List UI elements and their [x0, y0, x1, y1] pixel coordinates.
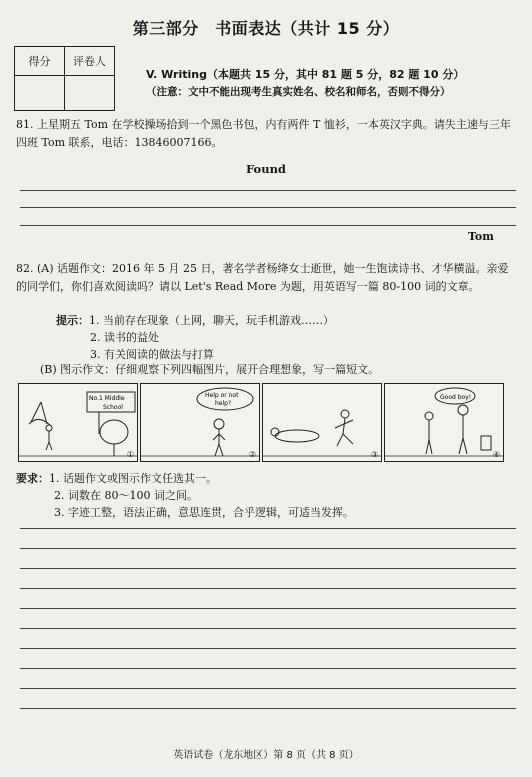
answer-line: [20, 207, 516, 208]
score-table: [14, 46, 115, 111]
answer-line: [20, 648, 516, 649]
section-note: （注意：文中不能出现考生真实姓名、校名和师名，否则不得分）: [146, 86, 451, 98]
part-title: 第三部分 书面表达（共计 15 分）: [132, 19, 400, 38]
picture-panel-4: [384, 383, 504, 462]
school-scene-illustration: [19, 384, 137, 461]
panel-number: ②: [248, 450, 256, 459]
answer-line: [20, 668, 516, 669]
answer-line: [20, 528, 516, 529]
panel-number: ④: [492, 450, 500, 459]
question-82: 82. (A) 话题作文：2016 年 5 月 25 日，著名学者杨绛女士逝世，她一生饱读诗书、才华横溢。亲爱的同学们，你们喜欢阅读吗？请以 Let's Read More 为题，用英语写一篇 80-100 词的文章。: [16, 262, 509, 293]
score-label: 得分: [15, 47, 65, 76]
panel-number: ①: [126, 450, 134, 459]
panel-number: ③: [370, 450, 378, 459]
speech-bubble-text: Good boy!: [440, 394, 472, 401]
answer-line: [20, 608, 516, 609]
hint-item: 3. 有关阅读的做法与打算: [90, 348, 214, 361]
question-81: 81. 上星期五 Tom 在学校操场拾到一个黑色书包，内有两件 T 恤衫，一本英汉字典。请失主速与三年四班 Tom 联系，电话：13846007166。: [16, 118, 511, 149]
picture-panel-1: [18, 383, 138, 462]
notice-title: Found: [246, 162, 286, 176]
answer-line: [20, 548, 516, 549]
score-cell[interactable]: [15, 76, 65, 111]
requirement-item: 3. 字迹工整，语法正确，意思连贯，合乎逻辑，可适当发挥。: [54, 506, 354, 519]
answer-line: [20, 628, 516, 629]
picture-panel-2: [140, 383, 260, 462]
answer-line: [20, 190, 516, 191]
school-sign-text: No.1 Middle: [89, 395, 125, 402]
grader-label: 评卷人: [65, 47, 115, 76]
answer-line: [20, 225, 516, 226]
picture-panel-3: [262, 383, 382, 462]
page-footer: 英语试卷（龙东地区）第 8 页（共 8 页）: [173, 750, 359, 761]
requirement-item: 1. 话题作文或图示作文任选其一。: [49, 472, 217, 485]
hints-label: 提示：: [56, 314, 89, 327]
hint-item: 1. 当前存在现象（上网，聊天，玩手机游戏……）: [89, 314, 334, 327]
requirements: [16, 470, 354, 521]
requirement-item: 2. 词数在 80～100 词之间。: [54, 489, 198, 502]
answer-line: [20, 708, 516, 709]
boy-fallen-illustration: [263, 384, 381, 461]
hint-item: 2. 读书的益处: [90, 331, 159, 344]
requirements-label: 要求：: [16, 472, 49, 485]
grader-cell[interactable]: [65, 76, 115, 111]
speech-bubble-text: Help or not: [205, 392, 239, 399]
boy-thinking-illustration: [141, 384, 259, 461]
answer-line: [20, 568, 516, 569]
speech-bubble-text: help?: [215, 400, 232, 407]
school-sign-text: School: [103, 404, 123, 411]
picture-task: (B) 图示作文：仔细观察下列四幅图片，展开合理想象，写一篇短文。: [40, 363, 380, 376]
section-title: V. Writing（本题共 15 分，其中 81 题 5 分，82 题 10 分）: [146, 68, 465, 81]
notice-signature: Tom: [468, 230, 494, 243]
praise-scene-illustration: [385, 384, 503, 461]
answer-line: [20, 588, 516, 589]
answer-line: [20, 688, 516, 689]
hints: [56, 312, 334, 363]
